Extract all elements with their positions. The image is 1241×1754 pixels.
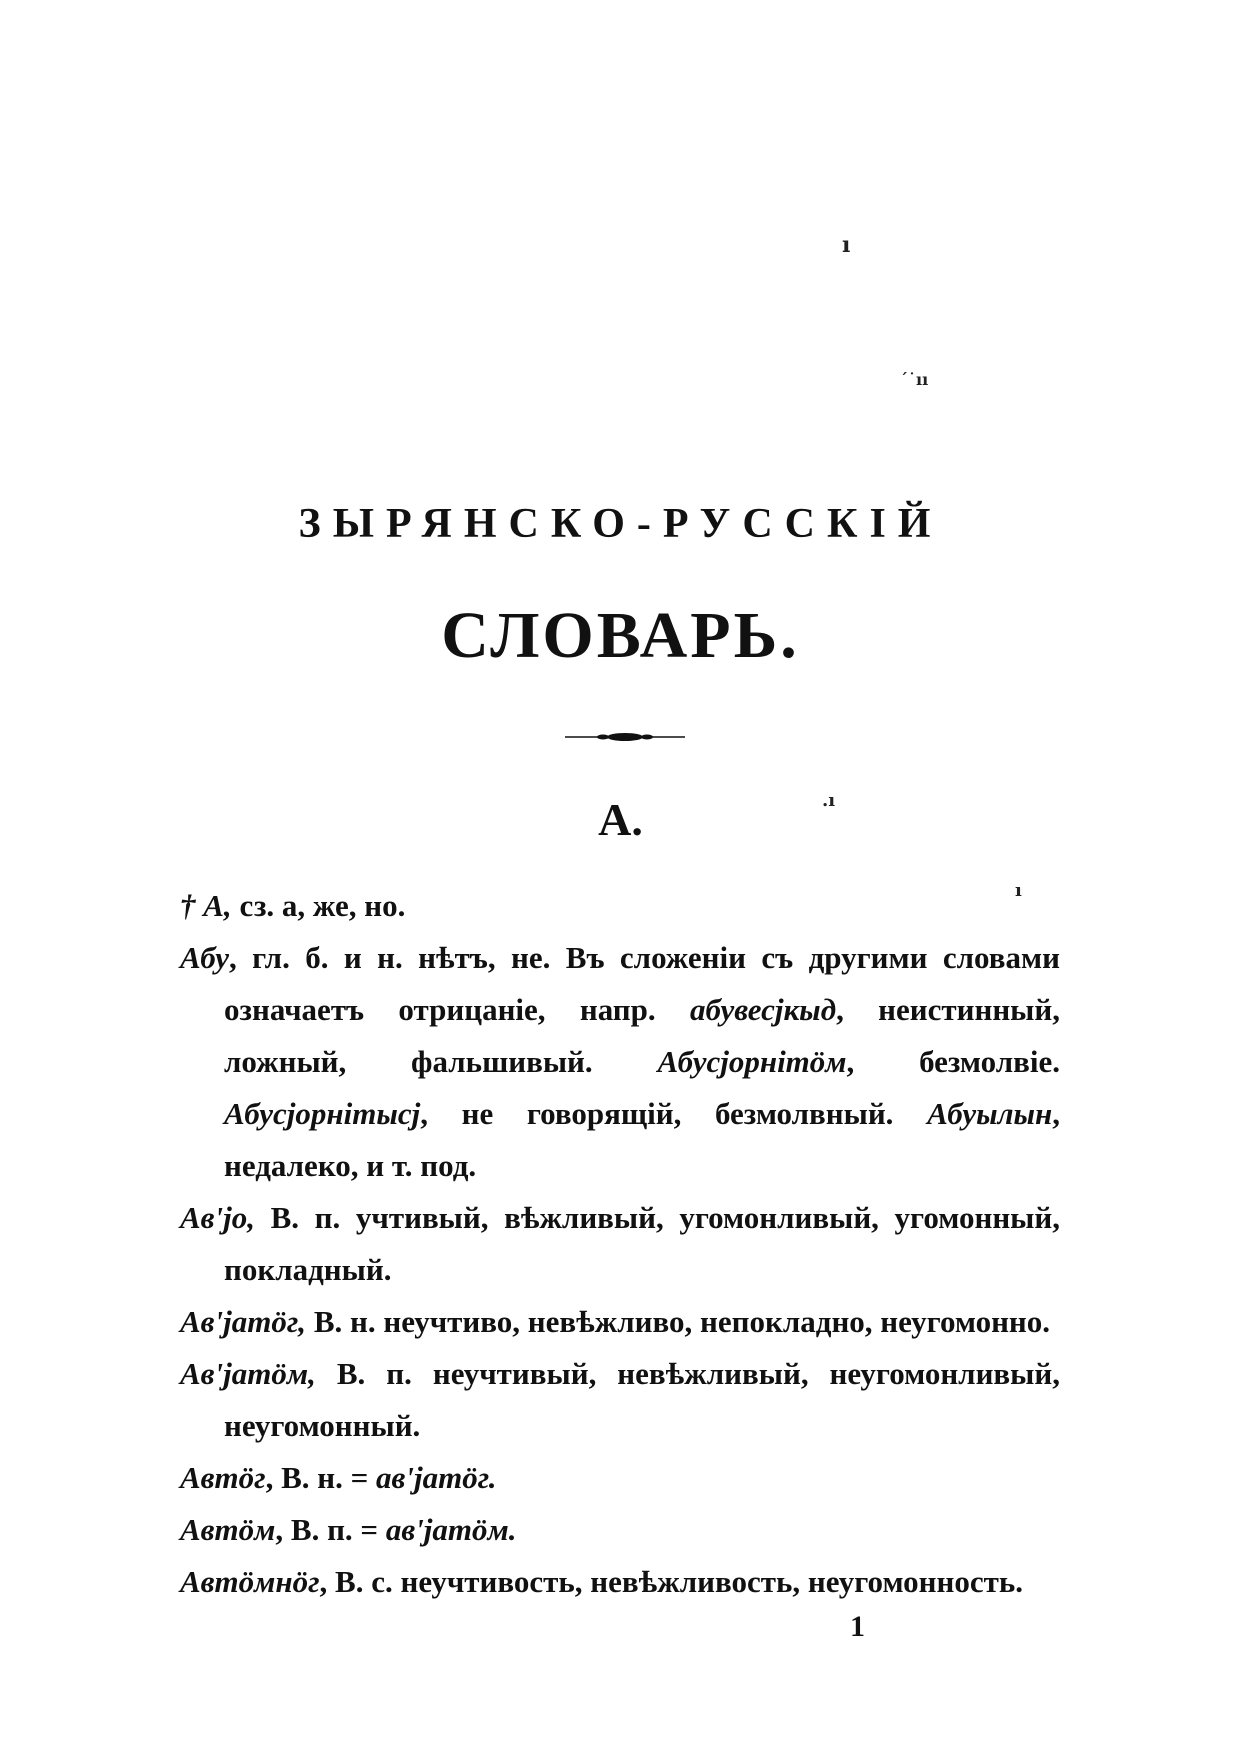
dictionary-entry	[180, 1452, 1060, 1504]
definition: , безмолвіе.	[846, 1044, 1060, 1079]
section-letter: А.	[598, 794, 643, 845]
dictionary-entry	[180, 1192, 1060, 1296]
definition: , В. п. =	[275, 1512, 386, 1547]
example-word: Абусјорнітöм	[657, 1044, 847, 1079]
definition: сз. а, же, но.	[231, 888, 406, 923]
example-word: Абусјорнітысј	[224, 1096, 421, 1131]
print-speck: ı	[1015, 880, 1022, 901]
dictionary-entry	[180, 1348, 1060, 1452]
headword: Ав'јатöм,	[180, 1356, 316, 1391]
title-line-1: ЗЫРЯНСКО-РУССКІЙ	[298, 501, 943, 547]
dictionary-entry	[180, 1504, 1060, 1556]
definition: В. п. неучтивый, невѣжливый, неугомонливый, неугомонный.	[224, 1356, 1060, 1443]
definition: В. п. учтивый, вѣжливый, угомонливый, угомонный, покладный.	[224, 1200, 1060, 1287]
definition: , неистинный, ложный, фальшивый.	[224, 992, 1060, 1079]
headword: Ав'јо,	[180, 1200, 256, 1235]
dictionary-entry	[180, 1296, 1060, 1348]
print-speck: ˊ˙ıı	[900, 370, 929, 389]
definition: , недалеко, и т. под.	[224, 1096, 1060, 1183]
dictionary-entry	[180, 1556, 1060, 1608]
print-speck: .ı	[822, 790, 836, 811]
example-word: ав'јатöг.	[376, 1460, 497, 1495]
ornament-divider	[565, 730, 685, 744]
example-word: Абуылын	[927, 1096, 1053, 1131]
headword: Автöм	[180, 1512, 276, 1547]
definition: , гл. б. и н. нѣтъ, не. Въ сложеніи съ другими словами означаетъ отрицаніе, напр.	[224, 940, 1060, 1027]
headword: Абу	[180, 940, 230, 975]
definition: , В. с. неучтивость, невѣжливость, неугомонность.	[319, 1564, 1024, 1599]
definition: , В. н. =	[265, 1460, 377, 1495]
headword: Автöг	[180, 1460, 266, 1495]
page-number: 1	[850, 1610, 865, 1643]
dictionary-entry	[180, 880, 1060, 932]
definition: В. н. неучтиво, невѣжливо, непокладно, неугомонно.	[306, 1304, 1051, 1339]
example-word: ав'јатöм.	[385, 1512, 517, 1547]
print-speck: ı	[842, 232, 851, 258]
headword: † А,	[180, 888, 232, 923]
dictionary-entry	[180, 932, 1060, 1192]
headword: Автöмнöг	[180, 1564, 320, 1599]
title-line-2: СЛОВАРЬ.	[441, 599, 800, 672]
example-word: абувесјкыд	[689, 992, 837, 1027]
dictionary-entries	[180, 880, 1060, 1608]
definition: , не говорящій, безмолвный.	[420, 1096, 928, 1131]
headword: Ав'јатöг,	[180, 1304, 307, 1339]
